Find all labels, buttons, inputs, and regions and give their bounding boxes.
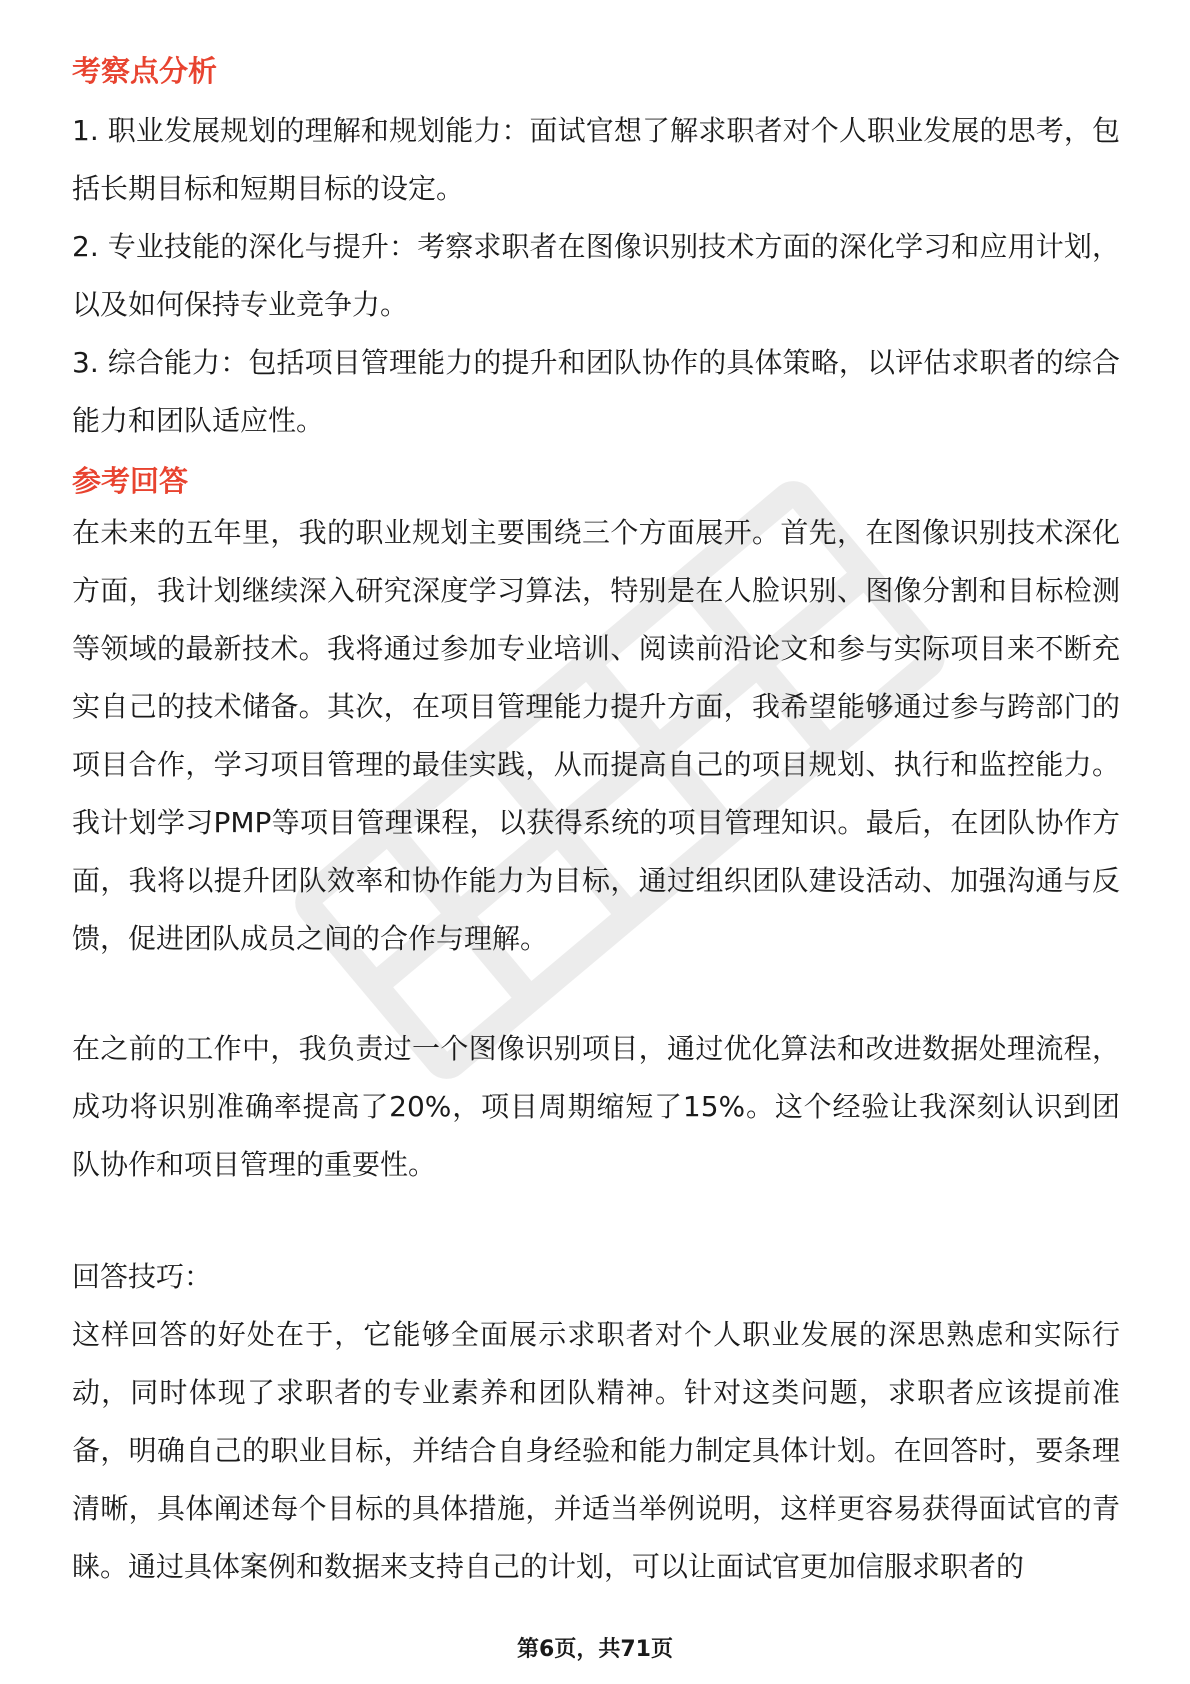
- section-heading-reference-answer: 参考回答: [72, 464, 189, 498]
- page-number: 第6页，共71页: [517, 1637, 673, 1662]
- tips-paragraph: 这样回答的好处在于，它能够全面展示求职者对个人职业发展的深思熟虑和实际行动，同时体现了求职者的专业素养和团队精神。针对这类问题，求职者应该提前准备，明确自己的职业目标，并结合自身经验和能力制定具体计划。在回答时，要条理清晰，具体阐述每个目标的具体措施，并适当举例说明，这样更容易获得面试官的青睐。通过具体案例和数据来支持自己的计划，可以让面试官更加信服求职者的: [72, 1318, 1120, 1583]
- analysis-item: 3. 综合能力：包括项目管理能力的提升和团队协作的具体策略，以评估求职者的综合能力和团队适应性。: [72, 346, 1120, 437]
- tips-label: 回答技巧：: [72, 1260, 213, 1293]
- answer-paragraph: 在之前的工作中，我负责过一个图像识别项目，通过优化算法和改进数据处理流程，成功将识别准确率提高了20%，项目周期缩短了15%。这个经验让我深刻认识到团队协作和项目管理的重要性。: [72, 1032, 1120, 1181]
- analysis-item: 2. 专业技能的深化与提升：考察求职者在图像识别技术方面的深化学习和应用计划，以及如何保持专业竞争力。: [72, 230, 1120, 321]
- document-content: [72, 48, 1120, 1596]
- section-heading-analysis: 考察点分析: [72, 54, 218, 88]
- answer-paragraph: 在未来的五年里，我的职业规划主要围绕三个方面展开。首先，在图像识别技术深化方面，我计划继续深入研究深度学习算法，特别是在人脸识别、图像分割和目标检测等领域的最新技术。我将通过参加专业培训、阅读前沿论文和参与实际项目来不断充实自己的技术储备。其次，在项目管理能力提升方面，我希望能够通过参与跨部门的项目合作，学习项目管理的最佳实践，从而提高自己的项目规划、执行和监控能力。我计划学习PMP等项目管理课程，以获得系统的项目管理知识。最后，在团队协作方面，我将以提升团队效率和协作能力为目标，通过组织团队建设活动、加强沟通与反馈，促进团队成员之间的合作与理解。: [72, 516, 1120, 955]
- analysis-item: 1. 职业发展规划的理解和规划能力：面试官想了解求职者对个人职业发展的思考，包括长期目标和短期目标的设定。: [72, 114, 1120, 205]
